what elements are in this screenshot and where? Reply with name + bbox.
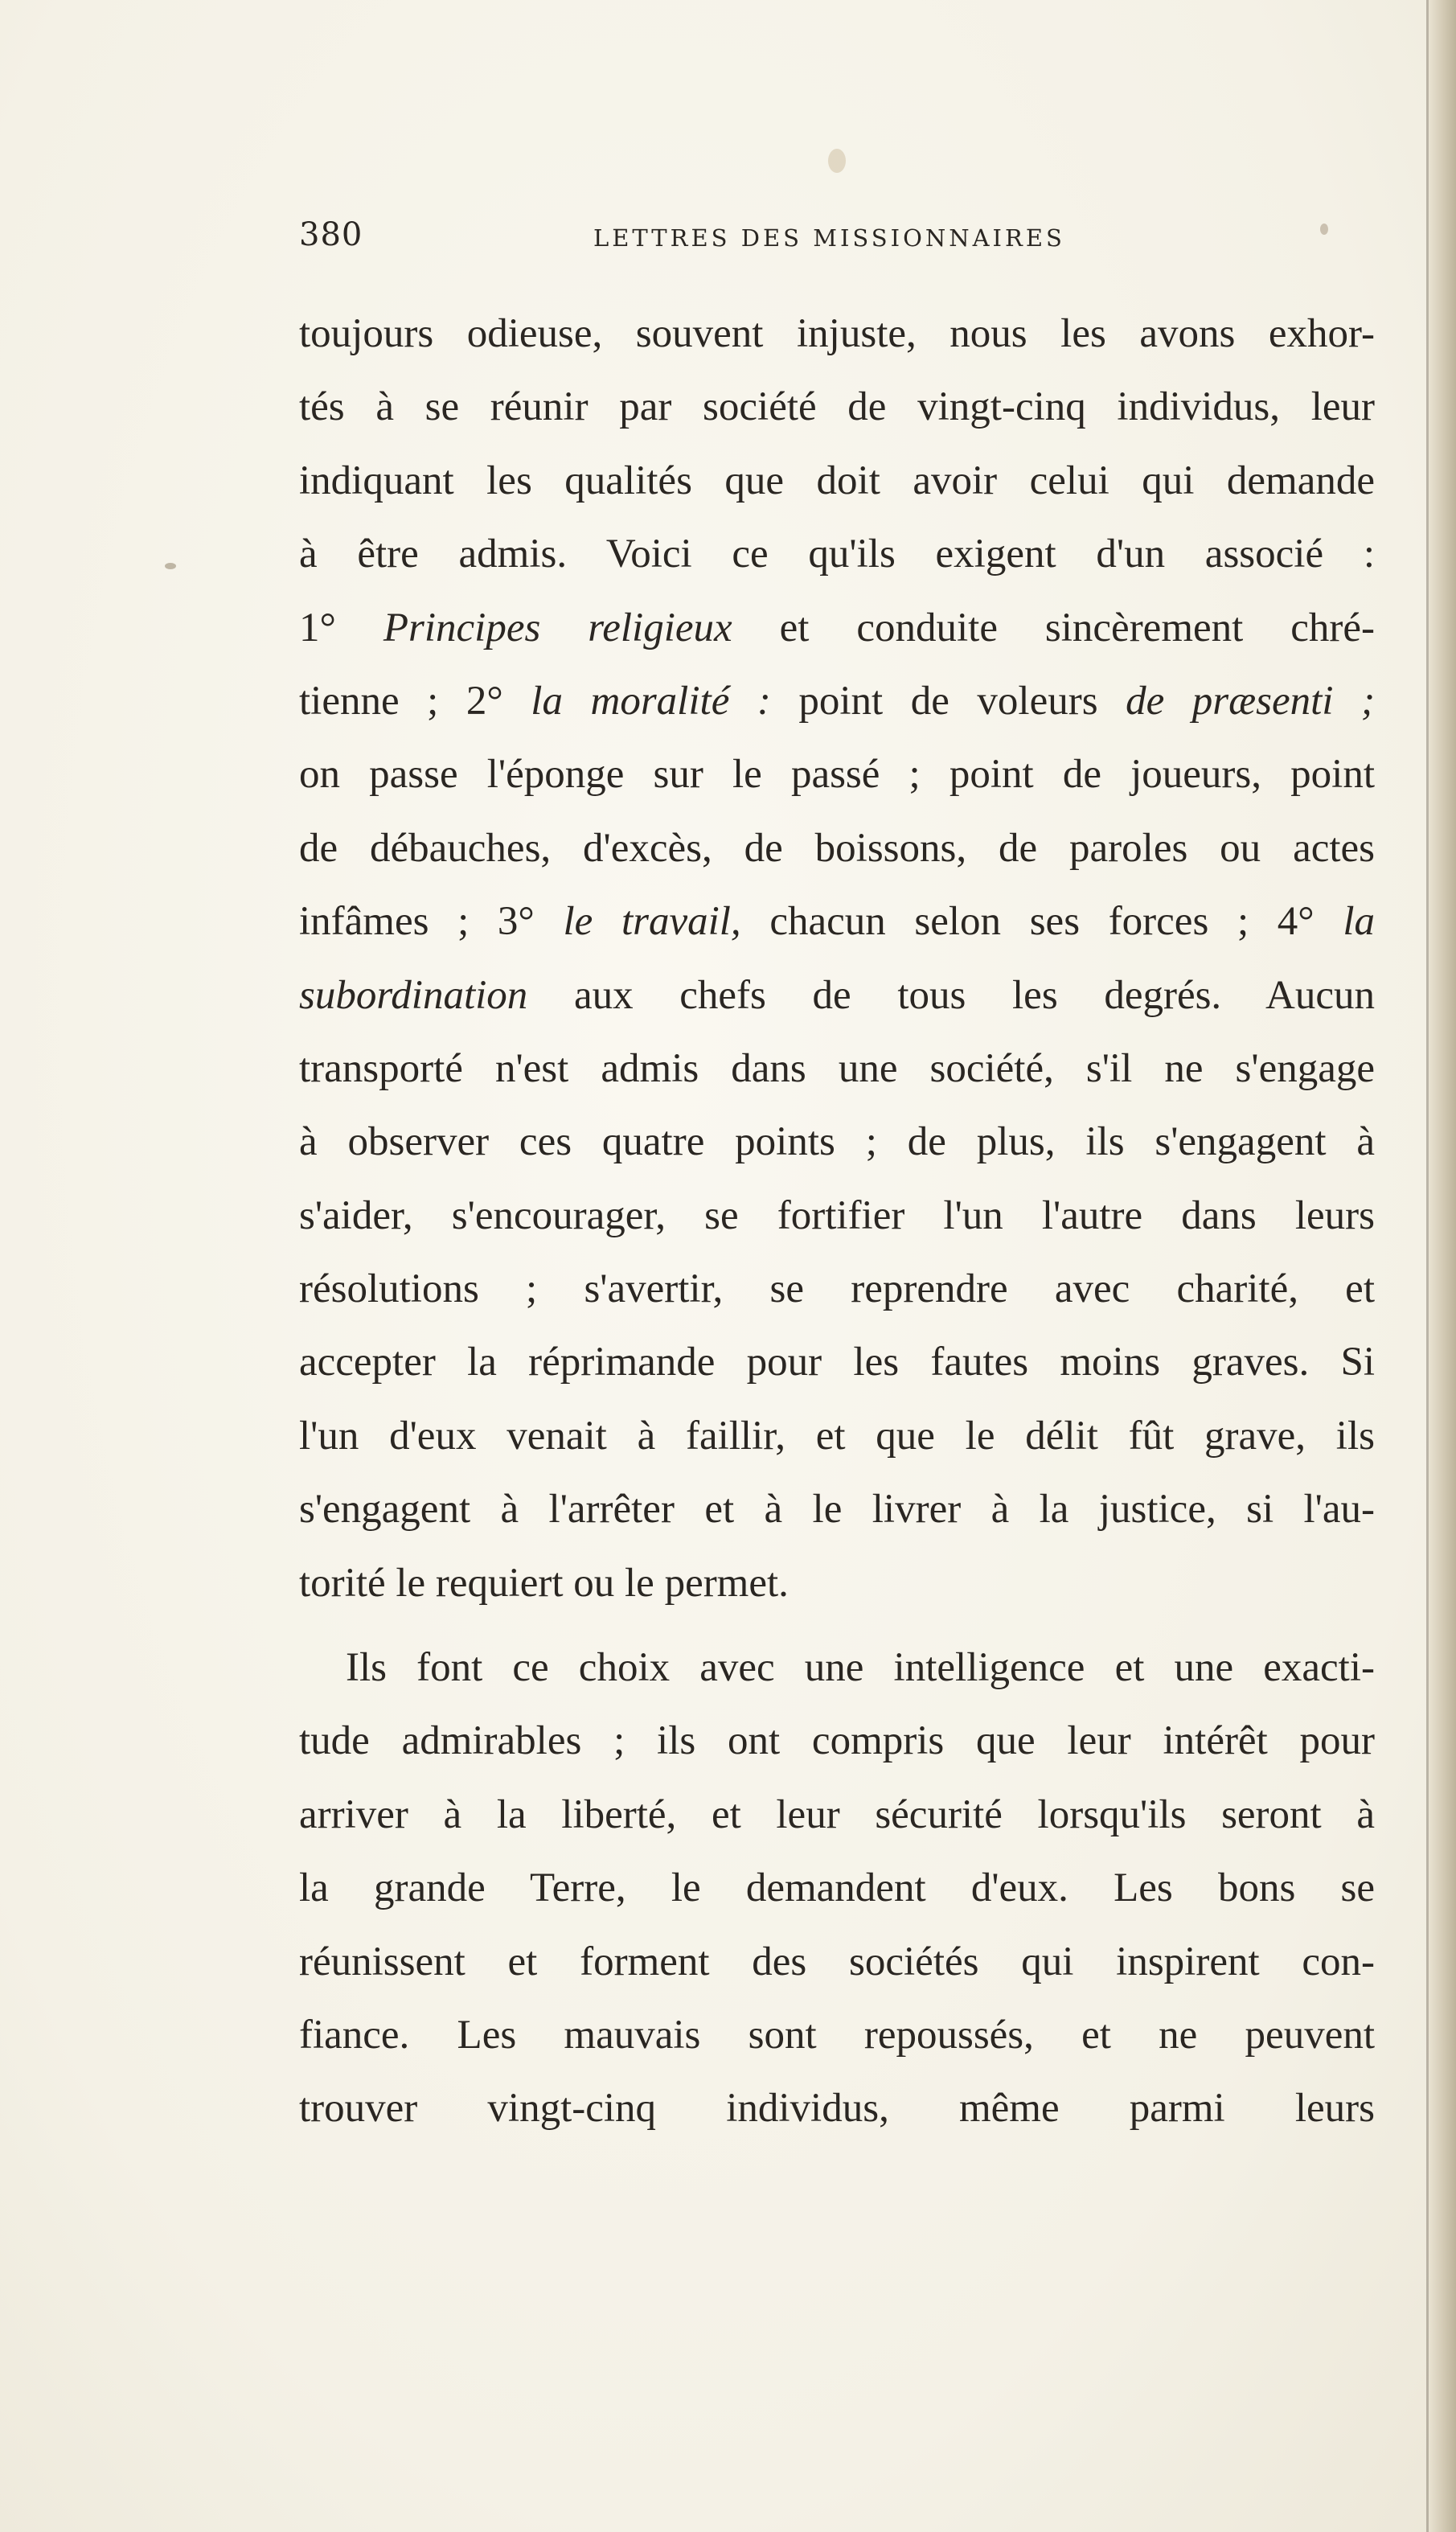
page-number: 380 bbox=[299, 216, 363, 253]
text-line: toujours odieuse, souvent injuste, nous les avons exhor- bbox=[299, 311, 1375, 356]
text-line: transporté n'est admis dans une société, s'il ne s'engage bbox=[299, 1045, 1375, 1091]
text-line: trouver vingt-cinq individus, même parmi leurs bbox=[299, 2086, 1375, 2132]
text-line: s'engagent à l'arrêter et à le livrer à la justice, si l'au- bbox=[299, 1487, 1375, 1533]
text-line: accepter la réprimande pour les fautes moins graves. Si bbox=[299, 1340, 1375, 1385]
text-line: fiance. Les mauvais sont repoussés, et ne peuvent bbox=[299, 2012, 1375, 2058]
text-line: réunissent et forment des sociétés qui inspirent con- bbox=[299, 1939, 1375, 1984]
text-line: tés à se réunir par société de vingt-cinq individus, leur bbox=[299, 384, 1375, 430]
text-line: de débauches, d'excès, de boissons, de paroles ou actes bbox=[299, 825, 1375, 871]
italic-phrase: le travail, bbox=[563, 899, 741, 945]
paragraph bbox=[299, 298, 1375, 1620]
text-line: s'aider, s'encourager, se fortifier l'un l'autre dans leurs bbox=[299, 1192, 1375, 1238]
text-line: résolutions ; s'avertir, se reprendre avec charité, et bbox=[299, 1266, 1375, 1312]
text-line: à être admis. Voici ce qu'ils exigent d'un associé : bbox=[299, 531, 1375, 577]
page-edge-shadow bbox=[1429, 0, 1456, 2532]
text-line: à observer ces quatre points ; de plus, ils s'engagent à bbox=[299, 1119, 1375, 1165]
text-line-italic: 1° Principes religieux et conduite sincèrement chré- bbox=[299, 605, 1375, 650]
text-line: l'un d'eux venait à faillir, et que le délit fût grave, ils bbox=[299, 1413, 1375, 1459]
paper-stain bbox=[828, 149, 846, 173]
text-line: torité le requiert ou le permet. bbox=[299, 1560, 789, 1606]
body-text bbox=[299, 298, 1375, 2146]
text-line: arriver à la liberté, et leur sécurité lorsqu'ils seront à bbox=[299, 1791, 1375, 1837]
running-head: LETTRES DES MISSIONNAIRES bbox=[593, 224, 1065, 252]
paper-speck bbox=[165, 563, 176, 569]
page-header bbox=[0, 211, 1456, 259]
italic-phrase: de præsenti ; bbox=[1126, 678, 1375, 724]
text-line-italic: subordination aux chefs de tous les degrés. Aucun bbox=[299, 972, 1375, 1018]
italic-phrase: Principes religieux bbox=[383, 605, 732, 650]
text-line-italic: tienne ; 2° la moralité : point de voleurs de præsenti ; bbox=[299, 678, 1375, 724]
text-line: indiquant les qualités que doit avoir celui qui demande bbox=[299, 458, 1375, 503]
italic-phrase: la bbox=[1343, 899, 1375, 945]
paragraph-spacer bbox=[299, 1620, 1375, 1631]
italic-phrase: subordination bbox=[299, 972, 528, 1018]
text-line: la grande Terre, le demandent d'eux. Les bons se bbox=[299, 1865, 1375, 1911]
text-line: tude admirables ; ils ont compris que leur intérêt pour bbox=[299, 1718, 1375, 1764]
text-line: on passe l'éponge sur le passé ; point de joueurs, point bbox=[299, 752, 1375, 798]
italic-phrase: la moralité : bbox=[531, 678, 771, 724]
text-line: Ils font ce choix avec une intelligence et une exacti- bbox=[346, 1645, 1375, 1691]
paragraph bbox=[299, 1631, 1375, 2146]
text-line-italic: infâmes ; 3° le travail, chacun selon ses forces ; 4° la bbox=[299, 899, 1375, 945]
